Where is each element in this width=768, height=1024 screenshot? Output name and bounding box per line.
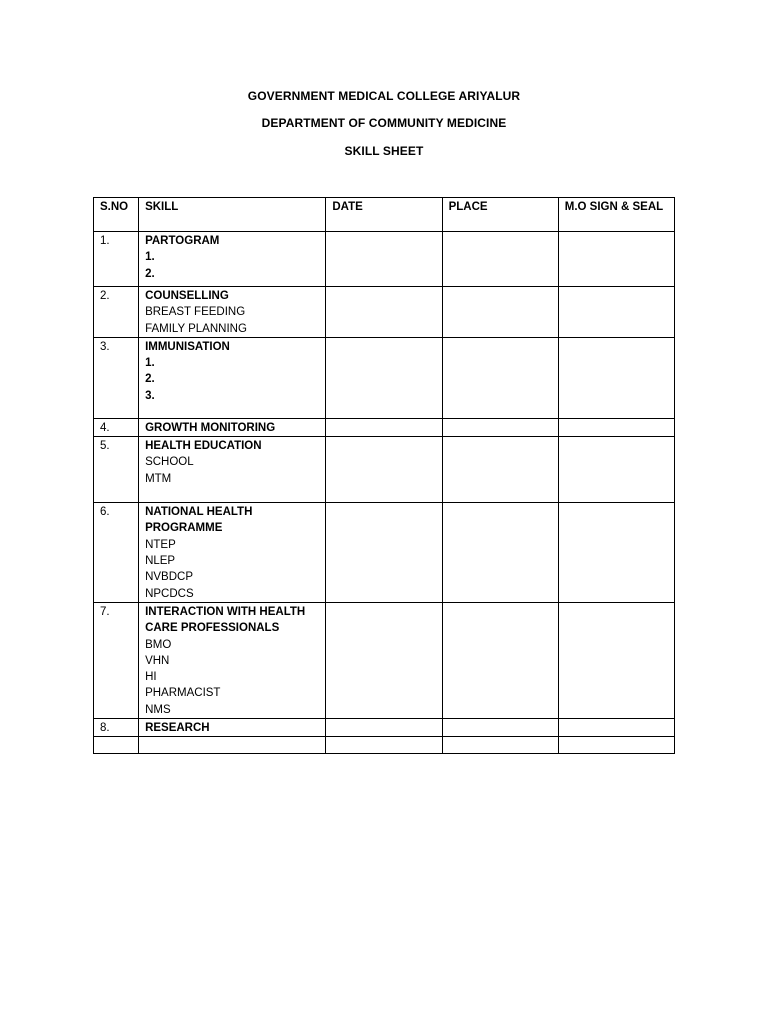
- skill-cell: [139, 737, 326, 754]
- skill-sub-item: HI: [145, 671, 157, 684]
- skill-cell: [139, 602, 326, 718]
- column-header-place: PLACE: [442, 198, 558, 232]
- row-number: 3.: [94, 337, 139, 418]
- date-cell: [326, 719, 442, 737]
- skill-sub-item: 3.: [145, 389, 155, 402]
- skill-sheet-table: [93, 197, 675, 754]
- table-row: [94, 337, 675, 418]
- skill-sub-item: MTM: [145, 472, 172, 485]
- table-body: [94, 232, 675, 754]
- date-cell: [326, 337, 442, 418]
- row-number: 6.: [94, 503, 139, 603]
- place-cell: [442, 287, 558, 338]
- table-row: [94, 602, 675, 718]
- table-row: [94, 503, 675, 603]
- row-number: 7.: [94, 602, 139, 718]
- column-header-skill: SKILL: [139, 198, 326, 232]
- skill-title: PARTOGRAM: [145, 235, 220, 247]
- college-name-heading: GOVERNMENT MEDICAL COLLEGE ARIYALUR: [247, 89, 521, 103]
- skill-sub-item: 2.: [145, 373, 155, 386]
- mo-sign-seal-cell: [558, 602, 674, 718]
- skill-cell: [139, 418, 326, 436]
- skill-sub-item: NTEP: [145, 538, 176, 551]
- column-header-date: DATE: [326, 198, 442, 232]
- date-cell: [326, 602, 442, 718]
- mo-sign-seal-cell: [558, 719, 674, 737]
- column-header-sno: S.NO: [94, 198, 139, 232]
- skill-title: NATIONAL HEALTH PROGRAMME: [145, 506, 253, 535]
- table-row: [94, 418, 675, 436]
- place-cell: [442, 737, 558, 754]
- date-cell: [326, 287, 442, 338]
- place-cell: [442, 602, 558, 718]
- place-cell: [442, 337, 558, 418]
- table-row: [94, 437, 675, 503]
- table-row: [94, 287, 675, 338]
- date-cell: [326, 418, 442, 436]
- skill-title: GROWTH MONITORING: [145, 421, 276, 434]
- mo-sign-seal-cell: [558, 287, 674, 338]
- date-cell: [326, 437, 442, 503]
- skill-sub-item: NMS: [145, 703, 171, 716]
- skill-sub-item: BMO: [145, 638, 172, 651]
- place-cell: [442, 232, 558, 287]
- skill-sub-item: VHN: [145, 654, 170, 667]
- table-row: [94, 232, 675, 287]
- skill-sub-item: NLEP: [145, 555, 176, 568]
- row-number: 5.: [94, 437, 139, 503]
- column-header-mo-sign-seal: M.O SIGN & SEAL: [558, 198, 674, 232]
- empty-table-row: [94, 737, 675, 754]
- row-number: 4.: [94, 418, 139, 436]
- place-cell: [442, 719, 558, 737]
- skill-title: HEALTH EDUCATION: [145, 440, 262, 453]
- department-heading: DEPARTMENT OF COMMUNITY MEDICINE: [261, 116, 507, 130]
- skill-cell: [139, 287, 326, 338]
- skill-sub-item: SCHOOL: [145, 456, 194, 469]
- skill-sub-item: 1.: [145, 251, 155, 264]
- skill-sheet-title: SKILL SHEET: [344, 144, 424, 158]
- date-cell: [326, 232, 442, 287]
- skill-title: COUNSELLING: [145, 290, 229, 302]
- place-cell: [442, 503, 558, 603]
- mo-sign-seal-cell: [558, 503, 674, 603]
- mo-sign-seal-cell: [558, 437, 674, 503]
- mo-sign-seal-cell: [558, 232, 674, 287]
- row-number: 8.: [94, 719, 139, 737]
- skill-title: IMMUNISATION: [145, 340, 230, 353]
- row-number: 2.: [94, 287, 139, 338]
- skill-sub-item: FAMILY PLANNING: [145, 322, 247, 335]
- skill-title: INTERACTION WITH HEALTH CARE PROFESSIONALS: [145, 605, 306, 635]
- skill-cell: [139, 232, 326, 287]
- date-cell: [326, 503, 442, 603]
- skill-sub-item: NVBDCP: [145, 571, 193, 584]
- place-cell: [442, 418, 558, 436]
- skill-sub-item: BREAST FEEDING: [145, 306, 246, 319]
- mo-sign-seal-cell: [558, 418, 674, 436]
- skill-cell: [139, 337, 326, 418]
- row-number: 1.: [94, 232, 139, 287]
- date-cell: [326, 737, 442, 754]
- table-header-row: [94, 198, 675, 232]
- skill-sub-item: PHARMACIST: [145, 687, 221, 700]
- sno-cell: [94, 737, 139, 754]
- mo-sign-seal-cell: [558, 337, 674, 418]
- skill-cell: [139, 437, 326, 503]
- skill-sub-item: 1.: [145, 357, 155, 370]
- place-cell: [442, 437, 558, 503]
- skill-sub-item: NPCDCS: [145, 587, 194, 600]
- skill-title: RESEARCH: [145, 722, 210, 735]
- skill-cell: [139, 503, 326, 603]
- skill-cell: [139, 719, 326, 737]
- skill-sub-item: 2.: [145, 267, 155, 280]
- mo-sign-seal-cell: [558, 737, 674, 754]
- table-row: [94, 719, 675, 737]
